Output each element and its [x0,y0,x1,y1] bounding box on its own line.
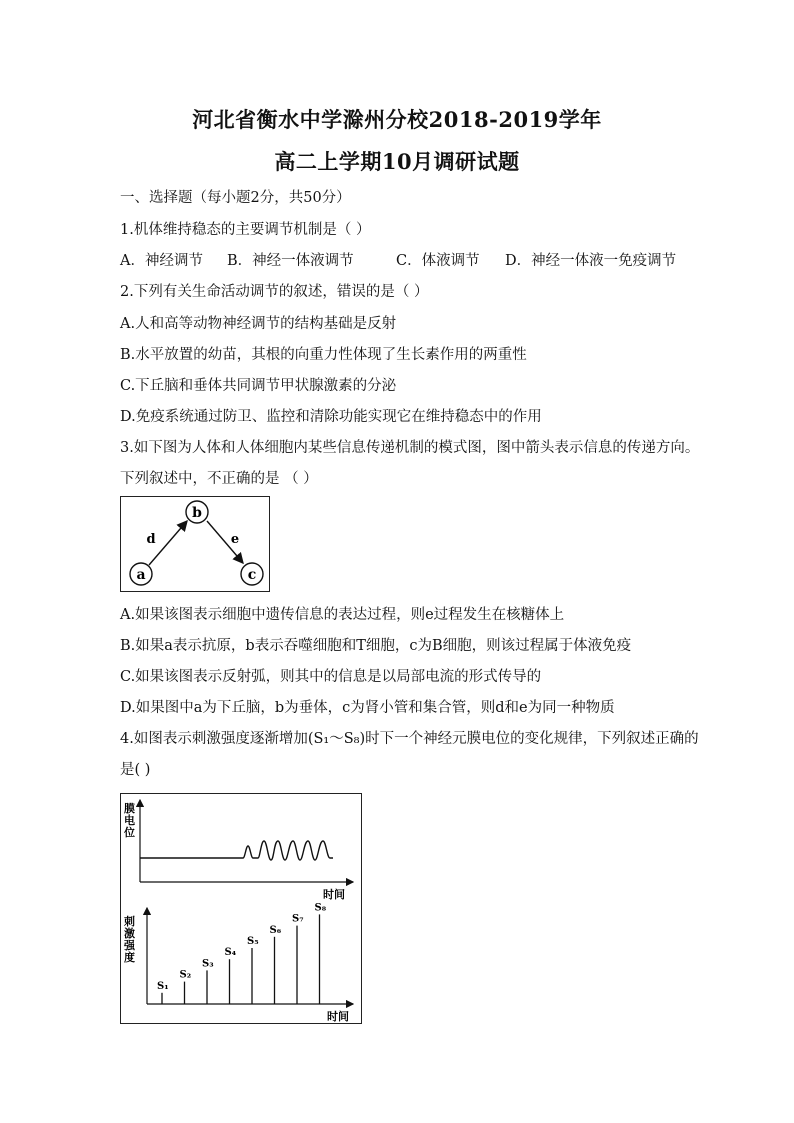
q2-stem: 2.下列有关生命活动调节的叙述，错误的是（ ） [120,284,429,300]
q3-option-d: D.如果图中a为下丘脑，b为垂体，c为肾小管和集合管，则d和e为同一种物质 [120,700,615,716]
bottom-xlabel: 时间 [327,1010,349,1023]
page-title-line1: 河北省衡水中学滁州分校2018-2019学年 [192,107,602,132]
stimulus-label-2: S₂ [179,969,192,981]
stimulus-label-8: S₈ [314,902,327,914]
arrow-e-label: e [230,532,240,547]
stimulus-label-6: S₆ [269,924,282,936]
q4-stem-line2: 是( ) [120,762,151,778]
node-b-label: b [192,505,202,521]
top-xlabel: 时间 [323,888,345,901]
q1-option-a: A．神经调节 [120,253,203,269]
bottom-ylabel-3: 强 [124,939,135,952]
q4-stem-line1: 4.如图表示刺激强度逐渐增加(S₁～S₈)时下一个神经元膜电位的变化规律，下列叙述正确的 [120,731,699,747]
bottom-ylabel-2: 激 [124,927,135,940]
stimulus-label-5: S₅ [247,936,259,947]
node-c-label: c [247,567,257,583]
stimulus-label-4: S₄ [224,947,237,959]
arrow-d-label: d [146,532,156,547]
q1-option-d: D．神经一体液一免疫调节 [505,253,677,269]
q3-figure [120,496,270,592]
top-ylabel-2: 电 [124,814,135,827]
q3-option-c: C.如果该图表示反射弧，则其中的信息是以局部电流的形式传导的 [120,669,542,685]
q2-option-d: D.免疫系统通过防卫、监控和清除功能实现它在维持稳态中的作用 [120,409,542,425]
stimulus-label-7: S₇ [292,913,304,925]
bottom-ylabel-1: 刺 [124,915,135,928]
q1-option-b: B．神经一体液调节 [227,253,354,269]
q1-stem: 1.机体维持稳态的主要调节机制是（ ） [120,222,371,238]
q3-stem-line1: 3.如下图为人体和人体细胞内某些信息传递机制的模式图，图中箭头表示信息的传递方向。 [120,440,700,456]
q3-diagram [121,497,269,591]
node-a-label: a [136,567,146,583]
q3-stem-line2: 下列叙述中，不正确的是 （ ） [120,471,318,487]
section-heading: 一、选择题（每小题2分，共50分） [120,190,351,206]
q2-option-a: A.人和高等动物神经调节的结构基础是反射 [120,316,397,332]
q1-option-c: C．体液调节 [396,253,480,269]
stimulus-label-1: S₁ [157,980,169,992]
q4-chart [121,794,361,1023]
page-title-line2: 高二上学期10月调研试题 [274,149,520,174]
top-ylabel-3: 位 [124,826,135,839]
q3-option-a: A.如果该图表示细胞中遗传信息的表达过程，则e过程发生在核糖体上 [120,607,565,623]
top-ylabel-1: 膜 [124,802,135,815]
q2-option-b: B.水平放置的幼苗，其根的向重力性体现了生长素作用的两重性 [120,347,527,363]
q4-figure [120,793,362,1024]
membrane-potential-curve [140,841,333,860]
q2-option-c: C.下丘脑和垂体共同调节甲状腺激素的分泌 [120,378,397,394]
bottom-ylabel-4: 度 [124,951,135,964]
stimulus-label-3: S₃ [202,958,214,970]
q3-option-b: B.如果a表示抗原，b表示吞噬细胞和T细胞，c为B细胞，则该过程属于体液免疫 [120,638,632,654]
